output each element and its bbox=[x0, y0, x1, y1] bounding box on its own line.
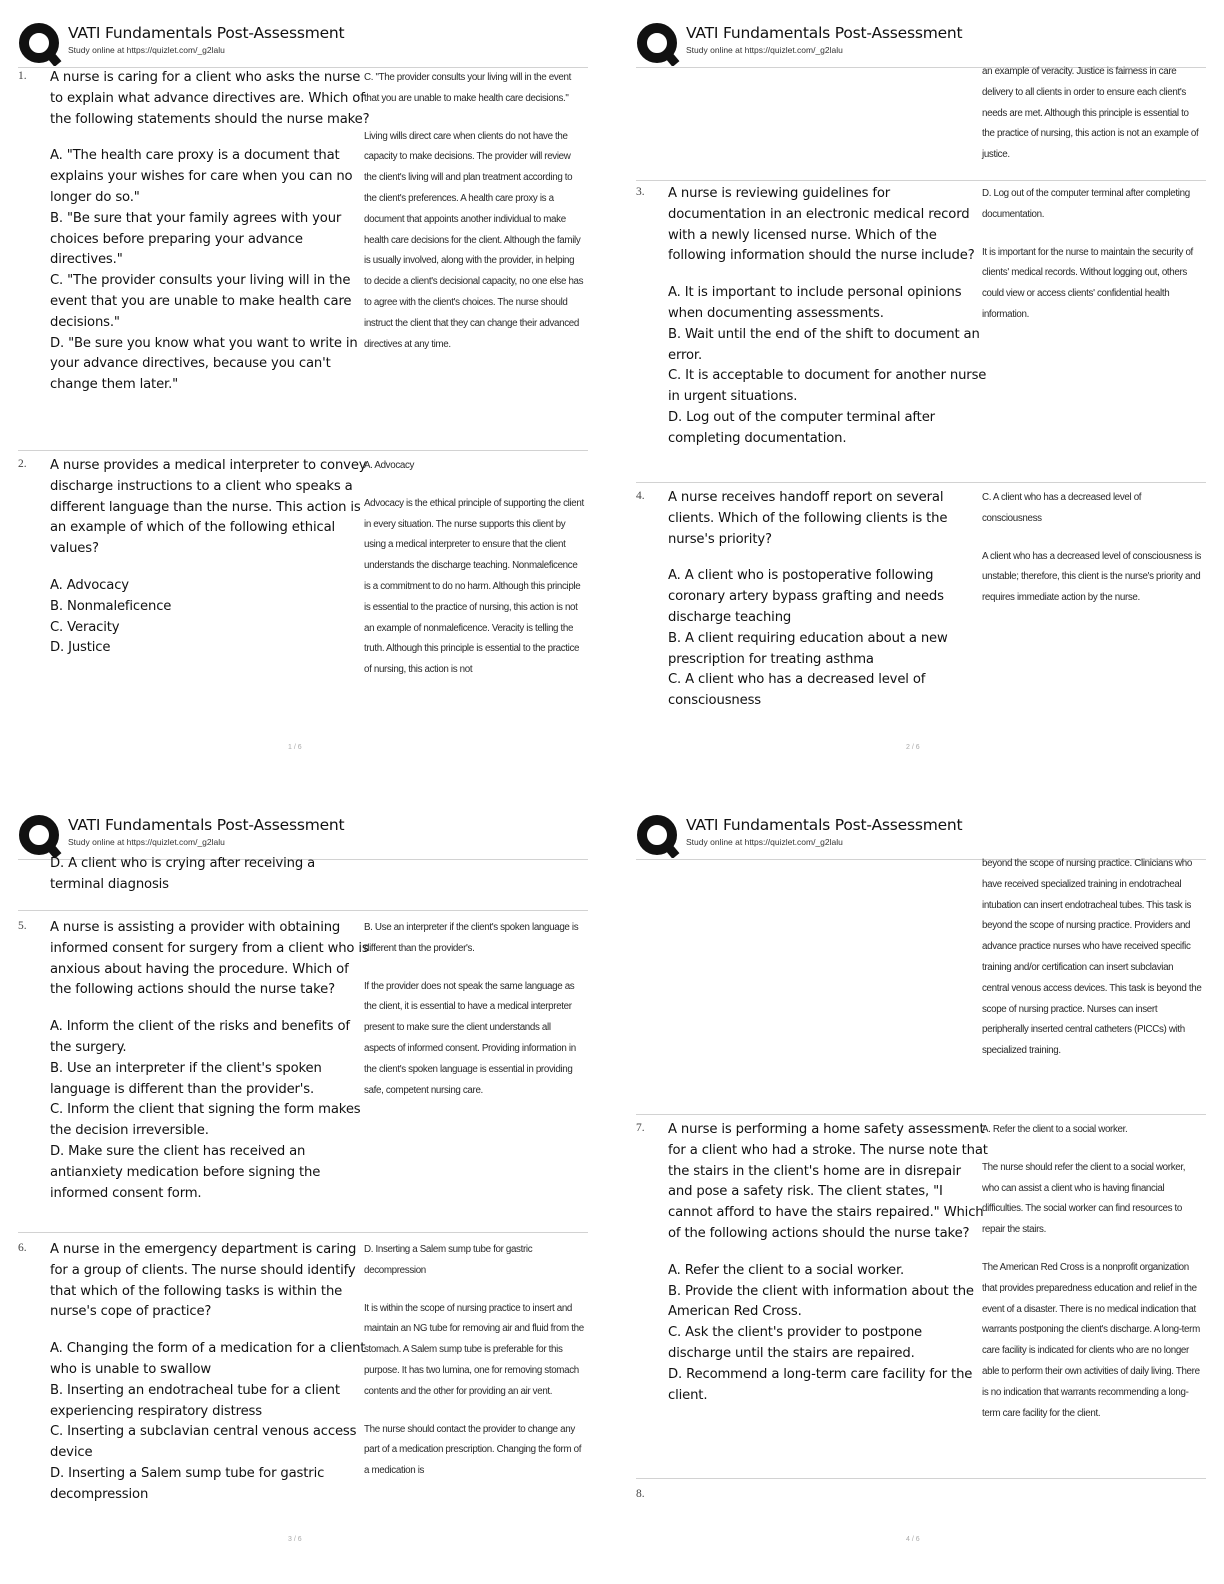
answer-column bbox=[364, 1240, 584, 1482]
option-c: C. It is acceptable to document for another nurse in urgent situations. bbox=[668, 368, 987, 405]
question-number: 7. bbox=[636, 1122, 645, 1134]
question-6-continued bbox=[636, 854, 1206, 1115]
answer-explanation: The nurse should refer the client to a social worker, who can assist a client who is having financial difficulties. The social worker can find resources to repair the stairs. bbox=[982, 1161, 1186, 1236]
option-b: B. Provide the client with information about the American Red Cross. bbox=[668, 1283, 974, 1320]
answer-explanation: It is within the scope of nursing practice to insert and maintain an NG tube for removing air and fluid from the stomach. A Salem sump tube is preferable for this purpose. It has two lumina, one for removing stomach contents and the other for providing an air vent. bbox=[364, 1302, 584, 1397]
question-stem: A nurse is performing a home safety assessment for a client who had a stroke. The nurse note that the stairs in the client's home are in disrepair and pose a safety risk. The client states, "I cannot afford to have the stairs repaired." Which of the following actions should the nurse take? bbox=[668, 1122, 988, 1241]
question-stem: A nurse in the emergency department is caring for a group of clients. The nurse should identify that which of the following tasks is within the nurse's cope of practice? bbox=[50, 1242, 357, 1320]
correct-answer: D. Log out of the computer terminal after completing documentation. bbox=[982, 188, 1190, 220]
options-list bbox=[668, 566, 988, 712]
question-number: 3. bbox=[636, 186, 645, 198]
quizlet-logo-icon bbox=[18, 814, 62, 858]
option-c: C. Veracity bbox=[50, 619, 120, 635]
question-text bbox=[50, 918, 370, 1204]
answer-explanation-2: The nurse should contact the provider to change any part of a medication prescription. Changing the form of a medication is bbox=[364, 1423, 582, 1477]
answer-explanation: If the provider does not speak the same language as the client, it is essential to have a medical interpreter present to make sure the client understands all aspects of informed consent. Providing information in the client's spoken language is essential in providing safe, competent nursing care. bbox=[364, 980, 576, 1096]
page-number: 2 / 6 bbox=[906, 744, 920, 751]
answer-explanation: Advocacy is the ethical principle of supporting the client in every situation. The nurse supports this client by using a medical interpreter to ensure that the client understands the discharge teaching. Nonmaleficence is a commitment to do no harm. Although this principle is essential to the practice of nursing, this action is not an example of nonmaleficence. Veracity is telling the truth. Although this principle is essential to the practice of nursing, this action is not bbox=[364, 497, 584, 676]
question-stem: A nurse receives handoff report on several clients. Which of the following clients is the nurse's priority? bbox=[668, 490, 948, 547]
correct-answer: A. Advocacy bbox=[364, 460, 415, 471]
options-list bbox=[668, 283, 988, 449]
answer-explanation-continued: an example of veracity. Justice is fairness in care delivery to all clients in order to ensure each client's needs are met. Although this principle is essential to the practice of nursing, this action is not an example of justice. bbox=[982, 66, 1199, 161]
answer-column bbox=[982, 1120, 1202, 1424]
question-8 bbox=[636, 1488, 1206, 1518]
option-a: A. It is important to include personal opinions when documenting assessments. bbox=[668, 285, 962, 321]
option-d: D. A client who is crying after receiving a terminal diagnosis bbox=[50, 856, 316, 892]
quizlet-logo-icon bbox=[636, 814, 680, 858]
question-6 bbox=[18, 1242, 588, 1538]
question-stem: A nurse is assisting a provider with obtaining informed consent for surgery from a client who is anxious about having the procedure. Which of the following actions should the nurse take? bbox=[50, 920, 369, 998]
correct-answer: C. "The provider consults your living will in the event that you are unable to make health care decisions." bbox=[364, 72, 571, 104]
option-a: A. "The health care proxy is a document that explains your wishes for care when you can no longer do so." bbox=[50, 148, 353, 205]
answer-column bbox=[982, 184, 1202, 326]
quizlet-logo-icon bbox=[18, 22, 62, 66]
option-c: C. "The provider consults your living will in the event that you are unable to make health care decisions." bbox=[50, 273, 352, 330]
options-list bbox=[50, 1339, 370, 1505]
question-text bbox=[668, 184, 988, 450]
option-b: B. A client requiring education about a new prescription for treating asthma bbox=[668, 630, 948, 667]
question-3 bbox=[636, 186, 1206, 483]
question-2 bbox=[18, 458, 588, 748]
question-4-continued bbox=[18, 854, 588, 911]
page-number: 4 / 6 bbox=[906, 1536, 920, 1543]
page-4 bbox=[636, 812, 1206, 1582]
question-stem: A nurse is caring for a client who asks the nurse to explain what advance directives are. Which of the following statements should the nurse make? bbox=[50, 70, 370, 127]
page-3 bbox=[18, 812, 588, 1582]
question-text bbox=[668, 1120, 988, 1406]
page-number: 1 / 6 bbox=[288, 744, 302, 751]
study-link[interactable]: Study online at https://quizlet.com/_g2lalu bbox=[686, 45, 843, 55]
page-1 bbox=[18, 20, 588, 790]
document-title: VATI Fundamentals Post-Assessment bbox=[68, 816, 345, 834]
study-link[interactable]: Study online at https://quizlet.com/_g2lalu bbox=[68, 45, 225, 55]
option-a: A. A client who is postoperative following coronary artery bypass grafting and needs discharge teaching bbox=[668, 568, 944, 625]
answer-explanation: Living wills direct care when clients do not have the capacity to make decisions. The provider will review the client's living will and plan treatment according to the client's preferences. A health care proxy is a document that appoints another individual to make health care decisions for the client. Although the family is usually involved, along with the provider, in helping to decide a client's decisional capacity, no one else has to agree with the client's choices. The nurse should instruct the client that they can change their advanced directives at any time. bbox=[364, 130, 584, 350]
study-link[interactable]: Study online at https://quizlet.com/_g2lalu bbox=[68, 837, 225, 847]
answer-column bbox=[364, 918, 584, 1101]
option-b: B. Inserting an endotracheal tube for a client experiencing respiratory distress bbox=[50, 1382, 340, 1419]
option-d: D. Log out of the computer terminal after completing documentation. bbox=[668, 409, 935, 446]
options-list bbox=[668, 1261, 988, 1407]
question-text bbox=[50, 1240, 370, 1506]
option-c: C. A client who has a decreased level of consciousness bbox=[668, 672, 926, 709]
correct-answer: D. Inserting a Salem sump tube for gastric decompression bbox=[364, 1244, 533, 1276]
question-number: 2. bbox=[18, 458, 27, 470]
question-text bbox=[668, 488, 988, 712]
page-number: 3 / 6 bbox=[288, 1536, 302, 1543]
option-d: D. Justice bbox=[50, 640, 111, 656]
option-d: D. "Be sure you know what you want to write in your advance directives, because you can't change them later." bbox=[50, 335, 358, 393]
document-title: VATI Fundamentals Post-Assessment bbox=[686, 24, 963, 42]
option-b: B. Wait until the end of the shift to document an error. bbox=[668, 326, 980, 363]
correct-answer: C. A client who has a decreased level of consciousness bbox=[982, 492, 1142, 524]
option-a: A. Changing the form of a medication for a client who is unable to swallow bbox=[50, 1341, 366, 1377]
answer-explanation: A client who has a decreased level of consciousness is unstable; therefore, this client is the nurse's priority and requires immediate action by the nurse. bbox=[982, 550, 1202, 604]
question-number: 4. bbox=[636, 490, 645, 502]
page-2 bbox=[636, 20, 1206, 790]
option-d: D. Make sure the client has received an antianxiety medication before signing the informed consent form. bbox=[50, 1143, 321, 1201]
question-number: 5. bbox=[18, 920, 27, 932]
document-title: VATI Fundamentals Post-Assessment bbox=[686, 816, 963, 834]
option-c: C. Inserting a subclavian central venous access device bbox=[50, 1424, 357, 1461]
correct-answer: B. Use an interpreter if the client's spoken language is different than the provider's. bbox=[364, 922, 579, 954]
options-list bbox=[50, 146, 370, 396]
options-list bbox=[50, 1017, 370, 1204]
question-number: 8. bbox=[636, 1488, 645, 1500]
options-list bbox=[50, 576, 370, 659]
answer-explanation-2: The American Red Cross is a nonprofit organization that provides preparedness education and relief in the event of a disaster. There is no medical indication that warrants postponing the client's discharge. A long-term care facility is indicated for clients who are no longer able to perform their own activities of daily living. There is no indication that warrants recommending a long-term care facility for the client. bbox=[982, 1261, 1200, 1419]
option-b: B. Use an interpreter if the client's spoken language is different than the provider's. bbox=[50, 1060, 322, 1097]
answer-column bbox=[364, 68, 584, 355]
question-text bbox=[50, 456, 370, 659]
option-d: D. Recommend a long-term care facility for the client. bbox=[668, 1366, 973, 1403]
option-a: A. Advocacy bbox=[50, 577, 129, 593]
question-7 bbox=[636, 1122, 1206, 1479]
answer-explanation: It is important for the nurse to maintain the security of clients' medical records. Without logging out, others could view or access clients' confidential health information. bbox=[982, 246, 1193, 320]
answer-explanation-continued: beyond the scope of nursing practice. Clinicians who have received specialized training in endotracheal intubation can insert endotracheal tubes. This task is beyond the scope of nursing practice. Providers and advance practice nurses who have received specific training and/or certification can insert subclavian central venous access devices. This task is beyond the scope of nursing practice. Nurses can insert peripherally inserted central catheters (PICCs) with specialized training. bbox=[982, 858, 1202, 1057]
study-link[interactable]: Study online at https://quizlet.com/_g2lalu bbox=[686, 837, 843, 847]
quizlet-logo-icon bbox=[636, 22, 680, 66]
document-title: VATI Fundamentals Post-Assessment bbox=[68, 24, 345, 42]
answer-column bbox=[364, 456, 584, 681]
page-header bbox=[18, 20, 588, 70]
option-c: C. Inform the client that signing the form makes the decision irreversible. bbox=[50, 1102, 361, 1139]
option-c: C. Ask the client's provider to postpone discharge until the stairs are repaired. bbox=[668, 1325, 923, 1361]
option-b: B. Nonmaleficence bbox=[50, 598, 172, 614]
correct-answer: A. Refer the client to a social worker. bbox=[982, 1124, 1128, 1135]
question-stem: A nurse is reviewing guidelines for documentation in an electronic medical record with a newly licensed nurse. Which of the following information should the nurse include? bbox=[668, 186, 975, 264]
option-d: D. Inserting a Salem sump tube for gastric decompression bbox=[50, 1465, 325, 1502]
option-a: A. Inform the client of the risks and benefits of the surgery. bbox=[50, 1019, 350, 1055]
question-1 bbox=[18, 70, 588, 451]
question-stem: A nurse provides a medical interpreter to convey discharge instructions to a client who speaks a different language than the nurse. This action is an example of which of the following ethical values? bbox=[50, 458, 367, 557]
question-4 bbox=[636, 490, 1206, 740]
question-text bbox=[50, 68, 370, 396]
option-b: B. "Be sure that your family agrees with your choices before preparing your advance directives." bbox=[50, 210, 342, 268]
question-2-continued bbox=[636, 62, 1206, 181]
question-number: 1. bbox=[18, 70, 27, 82]
option-a: A. Refer the client to a social worker. bbox=[668, 1262, 905, 1278]
question-5 bbox=[18, 920, 588, 1233]
question-number: 6. bbox=[18, 1242, 27, 1254]
answer-column bbox=[982, 488, 1202, 609]
